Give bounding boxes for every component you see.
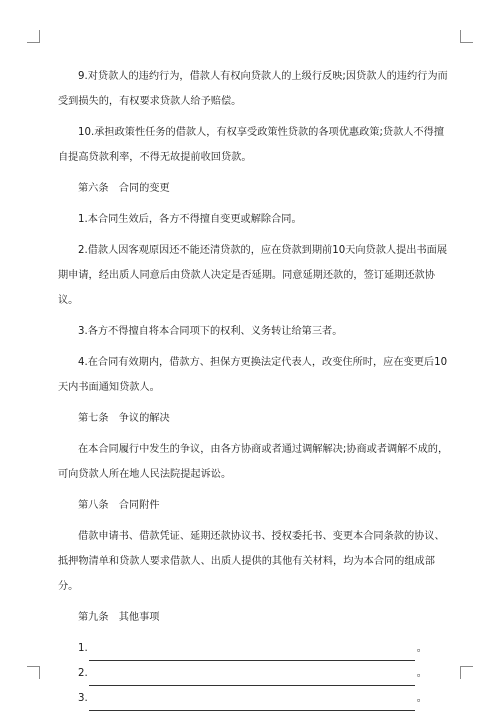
clause-6-2: 2.借款人因客观原因还不能还清贷款的，应在贷款到期前10天向贷款人提出书面展期申请，经出质人同意后由贷款人决定是否延期。同意延期还款的，签订延期还款协议。 [58,245,448,306]
fill-in-end-mark: 。 [416,643,427,654]
crop-mark-top-left [27,30,40,43]
fill-in-blank[interactable] [89,696,415,711]
crop-mark-bottom-right [460,666,473,679]
clause-7-body: 在本合同履行中发生的争议，由各方协商或者通过调解解决;协商或者调解不成的，可向贷款人所在地人民法院提起诉讼。 [58,444,449,480]
fill-in-end-mark: 。 [416,668,427,679]
clause-6-1: 1.本合同生效后，各方不得擅自变更或解除合同。 [78,214,302,225]
section-heading-6: 第六条 合同的变更 [78,183,170,194]
section-heading-7: 第七条 争议的解决 [78,413,170,424]
fill-in-number: 1. [78,643,88,654]
fill-in-blank[interactable] [89,671,415,686]
clause-8-body: 借款申请书、借款凭证、延期还款协议书、授权委托书、变更本合同条款的协议、抵押物清单和贷款人要求借款人、出质人提供的其他有关材料，均为本合同的组成部分。 [58,531,445,592]
fill-in-line-3 [78,686,450,711]
clause-10: 10.承担政策性任务的借款人，有权享受政策性贷款的各项优惠政策;贷款人不得擅自提高贷款利率，不得无故提前收回贷款。 [58,127,445,163]
fill-in-end-mark: 。 [416,693,427,704]
clause-6-4: 4.在合同有效期内，借款方、担保方更换法定代表人，改变住所时，应在变更后10天内书面通知贷款人。 [58,357,448,393]
crop-mark-top-right [460,30,473,43]
clause-6-3: 3.各方不得擅自将本合同项下的权利、义务转让给第三者。 [78,326,343,337]
fill-in-blank[interactable] [89,646,415,661]
fill-in-line-1 [78,636,450,661]
section-heading-8: 第八条 合同附件 [78,500,160,511]
document-body [58,64,450,711]
section-heading-9: 第九条 其他事项 [78,612,160,623]
crop-mark-bottom-left [27,666,40,679]
fill-in-number: 3. [78,693,88,704]
fill-in-line-2 [78,661,450,686]
fill-in-number: 2. [78,668,88,679]
clause-9: 9.对贷款人的违约行为，借款人有权向贷款人的上级行反映;因贷款人的违约行为而受到损失的，有权要求贷款人给予赔偿。 [58,71,448,107]
